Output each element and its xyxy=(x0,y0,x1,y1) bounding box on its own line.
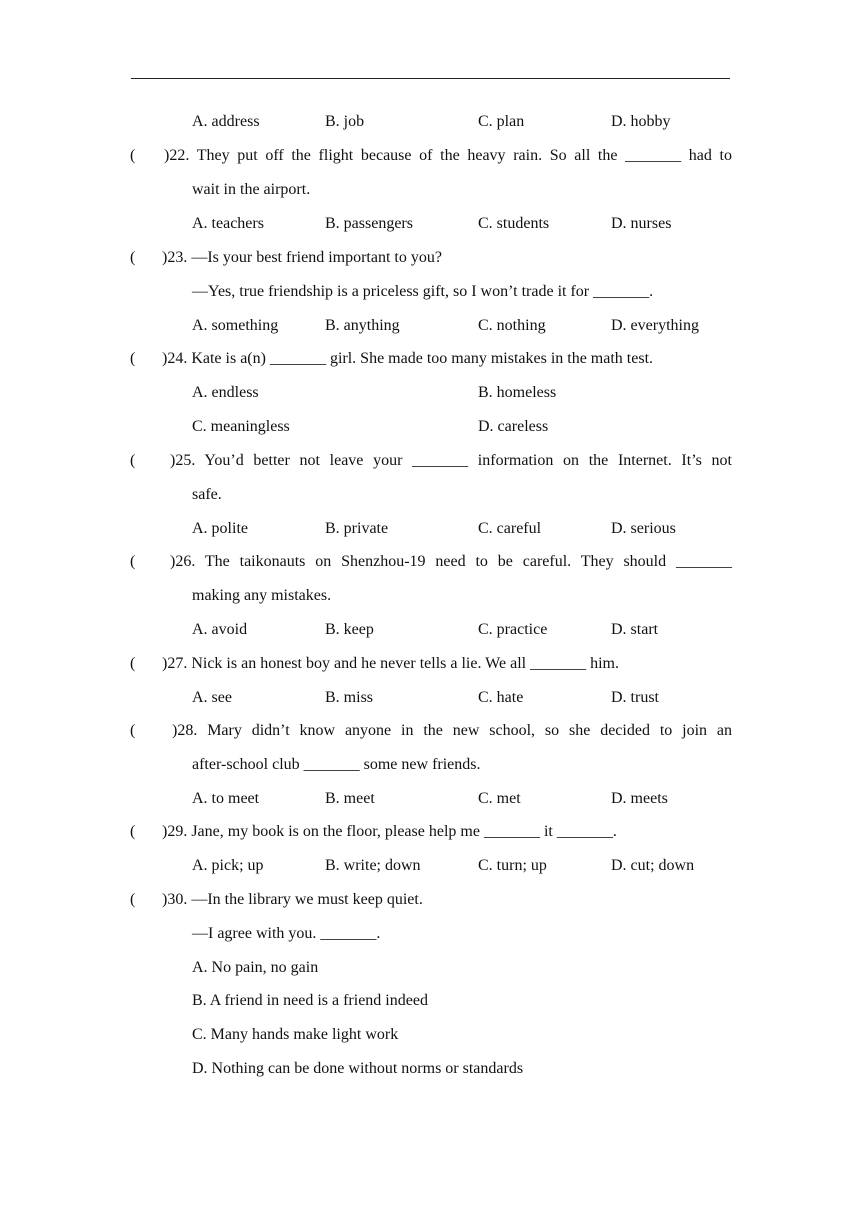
q25-answer-paren[interactable]: ( xyxy=(130,452,136,469)
q28-option-a: A. to meet xyxy=(192,790,260,807)
q25-stem-line1: )25. You’d better not leave your _______ information on the Internet. It’s not xyxy=(170,452,732,469)
q21-option-b: B. job xyxy=(325,113,365,130)
q25-stem-line2: safe. xyxy=(192,486,222,503)
q24-answer-paren[interactable]: ( xyxy=(130,350,136,367)
q25-option-d: D. serious xyxy=(611,520,676,537)
q24-option-b: B. homeless xyxy=(478,384,557,401)
q29-option-c: C. turn; up xyxy=(478,857,547,874)
q22-option-a: A. teachers xyxy=(192,215,264,232)
q26-option-b: B. keep xyxy=(325,621,374,638)
q26-stem-line2: making any mistakes. xyxy=(192,587,332,604)
q23-stem-line1: )23. —Is your best friend important to you? xyxy=(162,249,442,266)
q30-stem-line2: —I agree with you. _______. xyxy=(192,925,381,942)
q22-answer-paren[interactable]: ( xyxy=(130,147,136,164)
q25-option-b: B. private xyxy=(325,520,389,537)
q30-option-b: B. A friend in need is a friend indeed xyxy=(192,992,428,1009)
q21-option-a: A. address xyxy=(192,113,260,130)
q29-answer-paren[interactable]: ( xyxy=(130,823,136,840)
q26-option-a: A. avoid xyxy=(192,621,248,638)
q30-answer-paren[interactable]: ( xyxy=(130,891,136,908)
q29-option-a: A. pick; up xyxy=(192,857,264,874)
q29-stem-line1: )29. Jane, my book is on the floor, please help me _______ it _______. xyxy=(162,823,617,840)
q25-option-a: A. polite xyxy=(192,520,248,537)
q21-option-d: D. hobby xyxy=(611,113,671,130)
q22-stem-line1: )22. They put off the flight because of the heavy rain. So all the _______ had to xyxy=(164,147,732,164)
q27-answer-paren[interactable]: ( xyxy=(130,655,136,672)
q22-stem-line2: wait in the airport. xyxy=(192,181,311,198)
q25-option-c: C. careful xyxy=(478,520,542,537)
q28-answer-paren[interactable]: ( xyxy=(130,722,136,739)
q23-stem-line2: —Yes, true friendship is a priceless gift, so I won’t trade it for _______. xyxy=(192,283,654,300)
q23-option-a: A. something xyxy=(192,317,279,334)
q28-stem-line1: )28. Mary didn’t know anyone in the new school, so she decided to join an xyxy=(172,722,732,739)
q28-option-b: B. meet xyxy=(325,790,375,807)
q27-option-d: D. trust xyxy=(611,689,659,706)
q26-answer-paren[interactable]: ( xyxy=(130,553,136,570)
q24-option-c: C. meaningless xyxy=(192,418,290,435)
q30-option-d: D. Nothing can be done without norms or standards xyxy=(192,1060,524,1077)
q23-option-d: D. everything xyxy=(611,317,699,334)
q26-option-c: C. practice xyxy=(478,621,548,638)
q27-option-c: C. hate xyxy=(478,689,524,706)
q28-option-d: D. meets xyxy=(611,790,668,807)
q24-stem-line1: )24. Kate is a(n) _______ girl. She made too many mistakes in the math test. xyxy=(162,350,654,367)
q22-option-d: D. nurses xyxy=(611,215,672,232)
q26-stem-line1: )26. The taikonauts on Shenzhou-19 need to be careful. They should _______ xyxy=(170,553,732,570)
q27-option-a: A. see xyxy=(192,689,232,706)
q23-option-b: B. anything xyxy=(325,317,400,334)
q29-option-b: B. write; down xyxy=(325,857,421,874)
q27-option-b: B. miss xyxy=(325,689,374,706)
q24-option-d: D. careless xyxy=(478,418,549,435)
q26-option-d: D. start xyxy=(611,621,659,638)
q23-option-c: C. nothing xyxy=(478,317,546,334)
q22-option-c: C. students xyxy=(478,215,550,232)
q22-option-b: B. passengers xyxy=(325,215,413,232)
q28-stem-line2: after-school club _______ some new friends. xyxy=(192,756,481,773)
q29-option-d: D. cut; down xyxy=(611,857,695,874)
q23-answer-paren[interactable]: ( xyxy=(130,249,136,266)
q21-option-c: C. plan xyxy=(478,113,525,130)
q30-stem-line1: )30. —In the library we must keep quiet. xyxy=(162,891,423,908)
q28-option-c: C. met xyxy=(478,790,521,807)
q30-option-a: A. No pain, no gain xyxy=(192,959,319,976)
q30-option-c: C. Many hands make light work xyxy=(192,1026,399,1043)
q24-option-a: A. endless xyxy=(192,384,259,401)
q27-stem-line1: )27. Nick is an honest boy and he never tells a lie. We all _______ him. xyxy=(162,655,619,672)
header-rule xyxy=(131,78,730,79)
